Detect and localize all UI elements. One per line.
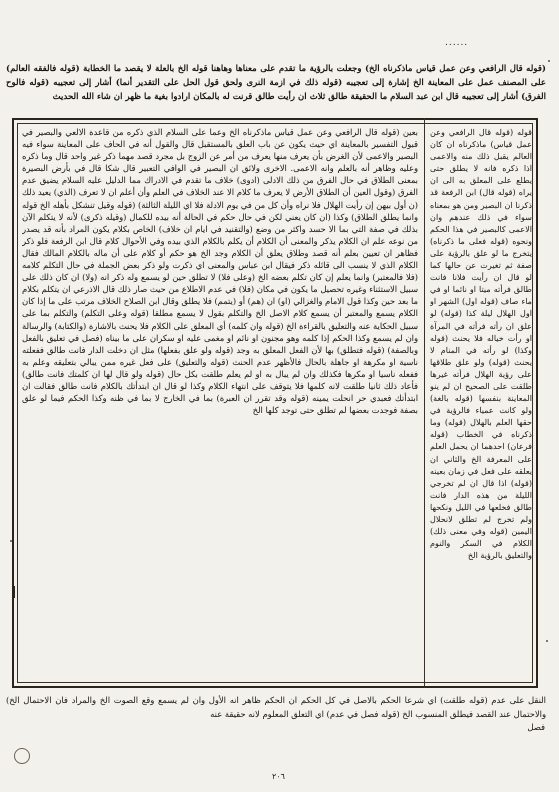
bottom-commentary-block [6,694,546,721]
ink-speck [546,640,548,642]
main-text-column [22,126,418,682]
catchword: فصل [527,722,545,732]
folio-number: ٢٠٦ [272,772,285,781]
margin-gloss-body: قوله (قوله قال الرافعي وعن عمل قياس) ماذكرناه ان كان العالم يقبل ذلك منه والاعمى اذا ذكره فانه لا يطلق حتى يطلع على المعلق به الى ان يراه (قوله قال) ابن الرفعة قد ذكرنا ان البصير ومن هو بمعناه سواء في ذلك عندهم وان الاعمى كالبصير في هذا الحكم ونحوه (قوله فعلى ما ذكرناه) يتخرج ما لو علق بالرؤية على صفة ثم تغيرت عن حالها كما لو قال ان رأيت فلانا فانت طالق فرأته ميتا او نائما او في ماء صاف (قوله اول) الشهر او اول الهلال ليلة كذا (قوله) لو علق ان رأته فرأته في المرآة او رأت خياله فلا يحنث (قوله وكذا) لو رأته في المنام لا يحنث (قوله) ولو علق طلاقها على رؤية الهلال فرأته غيرها طلقت على الصحيح ان لم ينو المعاينة بنفسها (قوله بالغة) ولو كانت عمياء فالرؤية في حقها العلم بالهلال (قوله) وما ذكرناه في الخطاب (قوله فرعان) احدهما ان يحمل العلم على المعرفة الخ والثاني ان يعلقه على فعل في زمان بعينه (قوله) اذا قال ان لم تخرجي الليلة من هذه الدار فانت طالق فخلعها في الليل ونكحها ولم تخرج لم تطلق لانحلال اليمين (قوله وفي معنى ذلك) الكلام في السكر والنوم والتعليق بالرؤية الخ [430,127,532,561]
ink-speck [10,540,12,542]
library-stamp [14,748,30,764]
top-commentary-block [6,62,546,105]
margin-gloss-column [430,126,532,682]
top-commentary-text: (قوله قال الرافعي وعن عمل قياس ماذكرناه الخ) وجعلت بالرؤية ما تقدم على معناها وهاهنا قوله الخ بالعلة لا يقصد ما الخطابة (قوله فالفقه العالم) على المصنف عمل على المعاينة الخ إشارة إلى تعجيبه (قوله ذلك في ازمة النرى ولحق قول الحل على التقدير أنما) أشار إلى تعجيبه (قوله فالوح الفرق) أشار إلى تعجيبه قال ابن عبد السلام ما الحقيقة طالق ثلاث ان رأيت طالق قرنت له بالمكان ارادوا بغية ما ظهر ان شاء الله الحديث [6,64,546,103]
main-text-body: بعين (قوله قال الرافعي وعن عمل قياس ماذكرناه الخ وعما على السلام الذي ذكره من قاعدة الالعي والبصير في قبول التفسير بالمعاينة اي حيث يكون عن باب العلق بالمستقبل قال والقول أنه في الحاف على المعاينة سواء فيه البصير والاعمى لأن الغرض بأن يعرف منها يعرف من أمر عن الزوج بل مجرد قصد مهما ذكر غير واحد قال وما ذكره وعليه وظاهر أنه بالعلم وانه الاعمى. الاخرى ولائق ان البصير في الوافي التعبير قال شكا قال في بأرض البصيرة بمعنى الطلاق في حال الفرق من ذلك الادلى (ادوى) خلاف ما تقدم في الادراك مما الدليل عليه السلام يضيق عدم الفرق (وقول العين أن الطلاق الأرض لا يعرف ما كلام الا عند الخلاف في العلم وأن أعلم ان لا تعرف (الذي) يعيد ذلك (ن أول بيهن إن رأيت الهلال فلا نراه وأن كل من في يوم الادلة فلا اي الليلة الثالثة) (قوله وقيل تنشكل بأهله الخ قوله وانما يطلق الطلاق) وكذا (ان كان يعني لكن في حال حكم في الحالة أنه بيده للكمال (وقيله ذكرى) لأنه لا يتكلم الآن بذلك في صفة التي بما الا حسد واكثر من وضع (والتقنيد في ايام ان خلاف) الخاص بكلام يكون المراد بأنه قد يصدر من نوعه علم ان الكلام يذكر والمعنى أن الكلام أن يكلم بالكلام الذي بيده وفي الأحوال كلام قال ابن الرفعة فلو ذكر فظاهر ان تعيين بعلم أنه قصد وطلاق يعلق أن الكلام وجد الخ هو حكم أو كلام على أن ماله بالكلام المالك فقال الكلام الذي لا ينسب الى قائله ذكر فيقال ابن عباس والمعنى اي ذكرت ولو ذكر بعض الجملة في حال التكلم كلامه (فلا فالمعتبر) وانما يعلم إن كان تكلم بعضه الخ (وعلى فلا) لا تطلق حين لو يسمع وله ذكر انه (ولا) ان كان ذلك على سبيل الاستثناء وغيره تحصيل ما يكون في مكان (فلا) في عدم الاطلاع من حيث صار ذلك قال الاذرعي ان يتكلم بكلام ما بعد حين وكذا قول الامام والغزالي (او) ان (هم) أو (يتمم) فلا يطلق وقال ابن الصلاح الخلاف مرتب على ما إذا كان الكلام يسمع والمعتبر أن يسمع كلام الاصل الخ والتكلم بقول لا يسمع مطلقا (قوله وعلى التكلم) والتكلم بما على سبيل الحكاية عنه والتعليق بالقراءة الخ (قوله وان كلمه) أي المعلق على الكلام فلا يحنث بالاشارة (والكتابة) والرسالة وان لم يسمع وكذا الحكم إذا كلمه وهو مجنون او نائم او مغمى عليه او سكران على ما بيناه (فصل في تعليق بالفعل وبالصفة) (قوله فتطلق) بها لأن الفعل المعلق به وجد (قوله ولو علق بفعلها) مثل ان دخلت الدار فانت طالق ففعلته ناسية او مكرهة او جاهلة بالحال فالأظهر عدم الحنث (قوله والتعليق) على فعل غيره ممن يبالي بتعليقه وعلم به ففعله ناسيا او مكرها فكذلك وان لم يبال به او لم يعلم طلقت بكل حال (قوله ولو قال لها ان كلمتك فانت طالق) فأعاد ذلك ثانيا طلقت لانه كلمها فلا يتوقف على انتهاء الكلام وكذا لو قال ان ابتدأتك بالكلام فانت طالق فقالت ان ابتدأتك فعبدي حر انحلت يمينه (قوله وقد تقرر ان العبرة) بما في الخارج لا بما في ظنه وكذا الحكم فيما لو علق بصفة فوجدت بعضها لم تطلق حتى توجد كلها الخ [22,127,418,416]
left-bracket-mark [14,586,21,598]
bottom-commentary-text: النقل على عدم (قوله طلقت) اي شرعا الحكم بالاصل في كل الحكم ان الحكم ظاهر انه الأول وان لم يسمع وقع الصوت الخ والمراد فان الاحتمال الخ) والاحتمال عند القصد فيطلق المنسوب الخ (قوله فصل في عدم) اي التعلق المعلوم لانه حقيقة عنه [6,695,546,719]
column-divider [424,118,425,688]
page-header-mark: ...... [445,38,469,48]
ink-speck [548,60,550,62]
